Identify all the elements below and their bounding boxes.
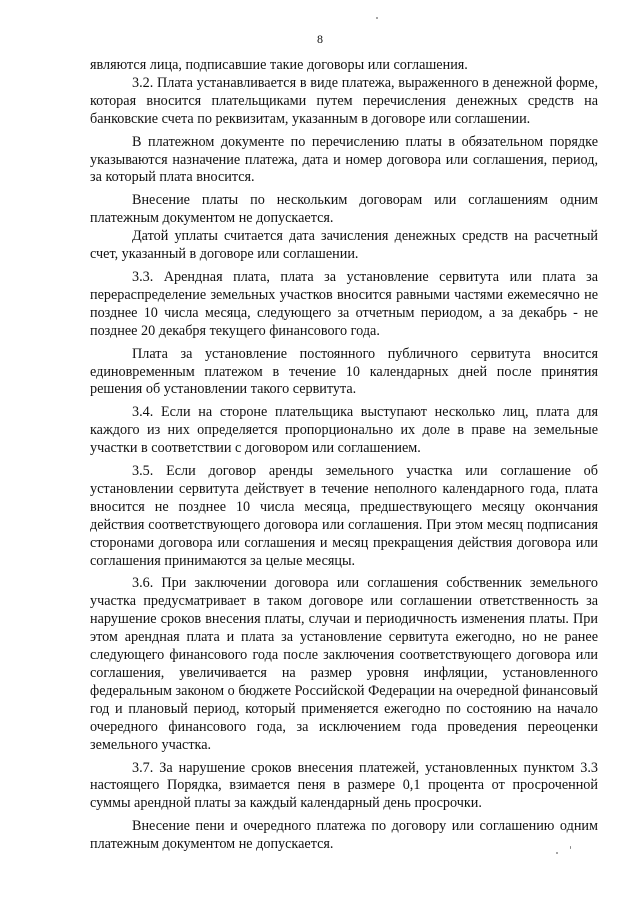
scan-speck: [556, 852, 558, 854]
paragraph-3-2: 3.2. Плата устанавливается в виде платежа, выраженного в денежной форме, которая вносится плательщиками путем перечисления денежных средств на банковские счета по реквизитам, указанным в договоре или соглашении.: [90, 74, 598, 127]
paragraph-payment-document: В платежном документе по перечислению платы в обязательном порядке указываются назначение платежа, дата и номер договора или соглашения, период, за который плата вносится.: [90, 133, 598, 186]
paragraph-3-4: 3.4. Если на стороне плательщика выступают несколько лиц, плата для каждого из них определяется пропорционально их доле в праве на земельные участки в соответствии с договором или соглашением.: [90, 404, 598, 457]
paragraph-continuation: являются лица, подписавшие такие договоры или соглашения.: [90, 57, 468, 73]
paragraph-3-7: 3.7. За нарушение сроков внесения платежей, установленных пунктом 3.3 настоящего Порядка, взимается пеня в размере 0,1 процента от просроченной суммы арендной платы за каждый календарный день просрочки.: [90, 759, 598, 812]
paragraph-penalty-payment: Внесение пени и очередного платежа по договору или соглашению одним платежным документом не допускается.: [90, 818, 598, 853]
page-number: 8: [317, 32, 323, 46]
paragraph-3-3: 3.3. Арендная плата, плата за установление сервитута или плата за перераспределение земельных участков вносится равными частями ежемесячно не позднее 10 числа месяца, следующего за отчетным периодом, а за декабрь - не позднее 20 декабря текущего финансового года.: [90, 268, 598, 339]
paragraph-public-servitude: Плата за установление постоянного публичного сервитута вносится единовременным платежом в течение 10 календарных дней после принятия решения об установлении такого сервитута.: [90, 345, 598, 398]
document-body: [90, 57, 598, 854]
paragraph-3-6: 3.6. При заключении договора или соглашения собственник земельного участка предусматривает в таком договоре или соглашении ответственность за нарушение сроков внесения платы, случаи и периодичность изменения платы. При этом арендная плата и плата за установление сервитута ежегодно, но не ранее следующего финансового года после заключения соответствующего договора или соглашения, увеличивается на размер уровня инфляции, установленного федеральным законом о бюджете Российской Федерации на очередной финансовый год и плановый период, который применяется ежегодно по состоянию на начало очередного финансового года, за исключением года проведения переоценки земельного участка.: [90, 575, 598, 753]
scan-speck: [570, 846, 571, 849]
paragraph-multiple-agreements: Внесение платы по нескольким договорам или соглашениям одним платежным документом не допускается.: [90, 192, 598, 227]
scan-speck: [376, 17, 378, 19]
paragraph-payment-date: Датой уплаты считается дата зачисления денежных средств на расчетный счет, указанный в договоре или соглашении.: [90, 228, 598, 263]
paragraph-3-5: 3.5. Если договор аренды земельного участка или соглашение об установлении сервитута действует в течение неполного календарного года, плата вносится не позднее 10 числа месяца, предшествующего месяцу окончания действия соответствующего договора или соглашения. При этом месяц подписания сторонами договора или соглашения и месяц прекращения действия договора или соглашения принимаются за целые месяцы.: [90, 463, 598, 569]
